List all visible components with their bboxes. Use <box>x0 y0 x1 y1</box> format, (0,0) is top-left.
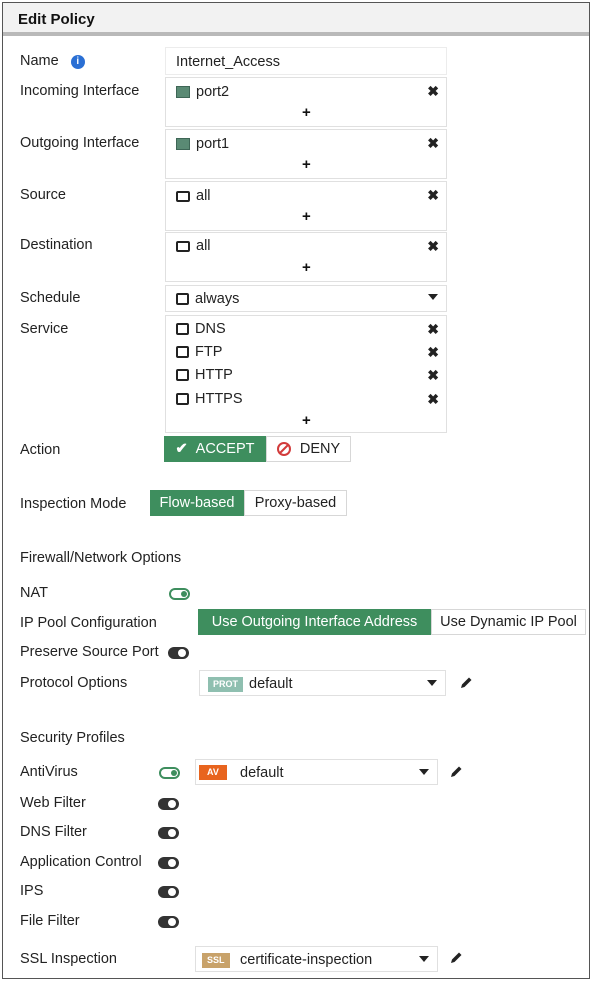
schedule-item: always <box>176 291 239 307</box>
address-icon <box>176 191 190 202</box>
ip-pool-label: IP Pool Configuration <box>20 615 157 631</box>
destination-label: Destination <box>20 237 93 253</box>
security-profiles-heading: Security Profiles <box>20 730 125 746</box>
preserve-source-port-label: Preserve Source Port <box>20 644 159 660</box>
antivirus-profile-select[interactable] <box>195 759 438 785</box>
remove-service-button[interactable]: ✖ <box>427 321 439 337</box>
remove-service-button[interactable]: ✖ <box>427 367 439 383</box>
outgoing-interface-field[interactable] <box>165 129 447 179</box>
ssl-inspection-label: SSL Inspection <box>20 951 117 967</box>
nat-toggle[interactable] <box>169 588 190 600</box>
service-item: DNS <box>176 321 226 337</box>
info-icon[interactable]: i <box>71 55 85 69</box>
file-filter-toggle[interactable] <box>158 916 179 928</box>
service-item: FTP <box>176 344 222 360</box>
remove-service-button[interactable]: ✖ <box>427 391 439 407</box>
edit-pencil-icon[interactable] <box>449 765 463 779</box>
incoming-item: port2 <box>176 84 229 100</box>
flow-based-button[interactable]: Flow-based <box>150 490 244 516</box>
check-icon: ✔ <box>175 441 188 457</box>
add-destination-button[interactable]: + <box>302 259 311 276</box>
protocol-options-label: Protocol Options <box>20 675 128 691</box>
title-bar <box>3 3 589 36</box>
edit-pencil-icon[interactable] <box>449 951 463 965</box>
deny-button[interactable]: DENY <box>266 436 351 462</box>
application-control-label: Application Control <box>20 854 142 870</box>
incoming-interface-field[interactable] <box>165 77 447 127</box>
preserve-source-port-toggle[interactable] <box>168 647 189 659</box>
source-item: all <box>176 188 211 204</box>
antivirus-toggle[interactable] <box>159 767 180 779</box>
web-filter-label: Web Filter <box>20 795 86 811</box>
nat-label: NAT <box>20 585 48 601</box>
destination-field[interactable] <box>165 232 447 282</box>
ips-label: IPS <box>20 883 44 899</box>
source-label: Source <box>20 187 66 203</box>
application-control-toggle[interactable] <box>158 857 179 869</box>
antivirus-profile-value: default <box>240 765 284 781</box>
antivirus-label: AntiVirus <box>20 764 78 780</box>
ssl-inspection-value: certificate-inspection <box>240 952 373 968</box>
ssl-inspection-select[interactable] <box>195 946 438 972</box>
inspection-mode-label: Inspection Mode <box>20 496 127 512</box>
outgoing-item: port1 <box>176 136 229 152</box>
action-label: Action <box>20 442 61 458</box>
service-icon <box>176 369 189 381</box>
chevron-down-icon[interactable] <box>428 294 438 300</box>
add-service-button[interactable]: + <box>302 412 311 429</box>
add-source-button[interactable]: + <box>302 208 311 225</box>
remove-service-button[interactable]: ✖ <box>427 344 439 360</box>
protocol-options-value: default <box>249 676 293 692</box>
address-icon <box>176 241 190 252</box>
service-icon <box>176 346 189 358</box>
source-field[interactable] <box>165 181 447 231</box>
service-item: HTTP <box>176 367 233 383</box>
ssl-badge: SSL <box>202 953 230 968</box>
destination-item: all <box>176 238 211 254</box>
service-icon <box>176 323 189 335</box>
web-filter-toggle[interactable] <box>158 798 179 810</box>
remove-incoming-button[interactable]: ✖ <box>427 83 439 99</box>
deny-icon <box>277 442 291 456</box>
dns-filter-toggle[interactable] <box>158 827 179 839</box>
prot-badge: PROT <box>208 677 243 692</box>
outgoing-interface-label: Outgoing Interface <box>20 135 140 151</box>
schedule-label: Schedule <box>20 290 81 306</box>
file-filter-label: File Filter <box>20 913 80 929</box>
proxy-based-button[interactable]: Proxy-based <box>244 490 347 516</box>
use-outgoing-interface-button[interactable]: Use Outgoing Interface Address <box>198 609 431 635</box>
remove-destination-button[interactable]: ✖ <box>427 238 439 254</box>
page-title: Edit Policy <box>18 11 95 28</box>
service-field[interactable] <box>165 315 447 433</box>
edit-pencil-icon[interactable] <box>459 676 473 690</box>
service-label: Service <box>20 321 69 337</box>
add-incoming-button[interactable]: + <box>302 104 311 121</box>
chevron-down-icon[interactable] <box>419 956 429 962</box>
accept-button[interactable]: ✔ ACCEPT <box>164 436 266 462</box>
av-badge: AV <box>199 765 227 780</box>
edit-policy-panel <box>2 2 590 979</box>
remove-source-button[interactable]: ✖ <box>427 187 439 203</box>
add-outgoing-button[interactable]: + <box>302 156 311 173</box>
service-item: HTTPS <box>176 391 243 407</box>
dns-filter-label: DNS Filter <box>20 824 87 840</box>
service-icon <box>176 393 189 405</box>
ips-toggle[interactable] <box>158 886 179 898</box>
incoming-interface-label: Incoming Interface <box>20 83 140 99</box>
name-value: Internet_Access <box>176 54 280 70</box>
chevron-down-icon[interactable] <box>419 769 429 775</box>
name-field[interactable] <box>165 47 447 75</box>
firewall-options-heading: Firewall/Network Options <box>20 550 182 566</box>
schedule-select[interactable] <box>165 285 447 312</box>
chevron-down-icon[interactable] <box>427 680 437 686</box>
port-icon <box>176 86 190 98</box>
clock-icon <box>176 293 189 305</box>
remove-outgoing-button[interactable]: ✖ <box>427 135 439 151</box>
protocol-options-select[interactable] <box>199 670 446 696</box>
use-dynamic-ip-pool-button[interactable]: Use Dynamic IP Pool <box>431 609 586 635</box>
port-icon <box>176 138 190 150</box>
name-label: Name i <box>20 53 85 69</box>
